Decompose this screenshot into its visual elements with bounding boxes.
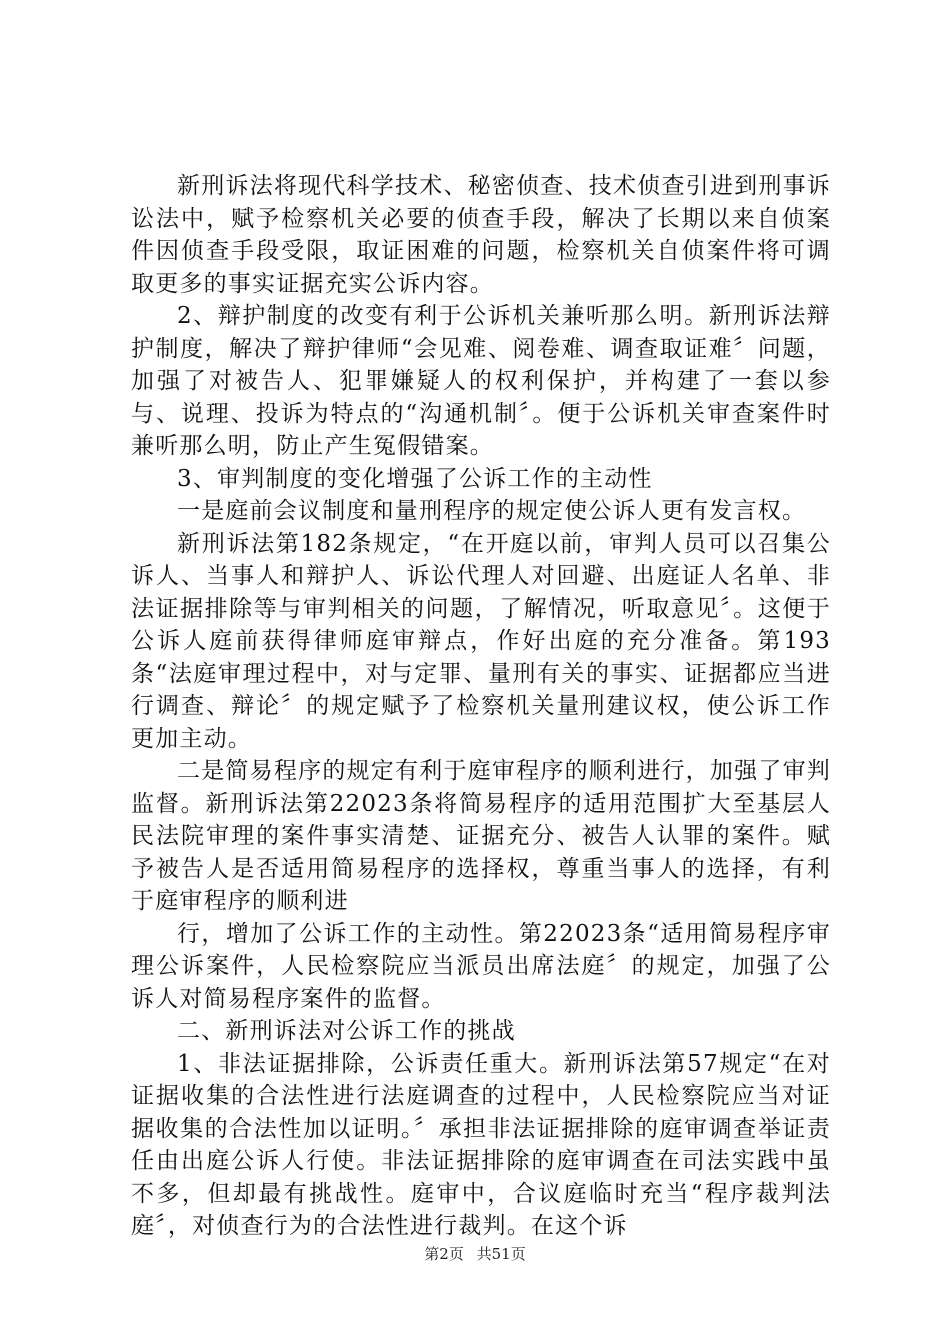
paragraph-4: 一是庭前会议制度和量刑程序的规定使公诉人更有发言权。 (177, 498, 807, 524)
page-number: 第2页 (424, 1245, 464, 1263)
paragraph-8: 二、新刑诉法对公诉工作的挑战 (177, 1018, 516, 1044)
page-footer (0, 1243, 950, 1264)
paragraph-6: 二是简易程序的规定有利于庭审程序的顺利进行，加强了审判监督。新刑诉法第22023条将简易程序的适用范围扩大至基层人民法院审理的案件事实清楚、证据充分、被告人认罪的案件。赋予被告人是否适用简易程序的选择权，尊重当事人的选择，有利于庭审程序的顺利进 (131, 758, 831, 914)
document-body (131, 170, 831, 1243)
paragraph-9: 1、非法证据排除，公诉责任重大。新刑诉法第57规定“在对证据收集的合法性进行法庭调查的过程中，人民检察院应当对证据收集的合法性加以证明。〞承担非法证据排除的庭审调查举证责任由出庭公诉人行使。非法证据排除的庭审调查在司法实践中虽不多，但却最有挑战性。庭审中，合议庭临时充当“程序裁判法庭〞，对侦查行为的合法性进行裁判。在这个诉 (131, 1050, 831, 1239)
page-total: 共51页 (476, 1245, 526, 1263)
paragraph-3: 3、审判制度的变化增强了公诉工作的主动性 (177, 465, 653, 492)
paragraph-7: 行，增加了公诉工作的主动性。第22023条“适用简易程序审理公诉案件，人民检察院应当派员出席法庭〞的规定，加强了公诉人对简易程序案件的监督。 (131, 920, 831, 1012)
paragraph-5: 新刑诉法第182条规定，“在开庭以前，审判人员可以召集公诉人、当事人和辩护人、诉讼代理人对回避、出庭证人名单、非法证据排除等与审判相关的问题，了解情况，听取意见〞。这便于公诉人庭前获得律师庭审辩点，作好出庭的充分准备。第193条“法庭审理过程中，对与定罪、量刑有关的事实、证据都应当进行调查、辩论〞的规定赋予了检察机关量刑建议权，使公诉工作更加主动。 (131, 530, 831, 752)
paragraph-2: 2、辩护制度的改变有利于公诉机关兼听那么明。新刑诉法辩护制度，解决了辩护律师“会见难、阅卷难、调查取证难〞问题，加强了对被告人、犯罪嫌疑人的权利保护，并构建了一套以参与、说理、投诉为特点的“沟通机制〞。便于公诉机关审查案件时兼听那么明，防止产生冤假错案。 (131, 303, 831, 459)
paragraph-1: 新刑诉法将现代科学技术、秘密侦查、技术侦查引进到刑事诉讼法中，赋予检察机关必要的侦查手段，解决了长期以来自侦案件因侦查手段受限，取证困难的问题，检察机关自侦案件将可调取更多的事实证据充实公诉内容。 (131, 173, 831, 297)
